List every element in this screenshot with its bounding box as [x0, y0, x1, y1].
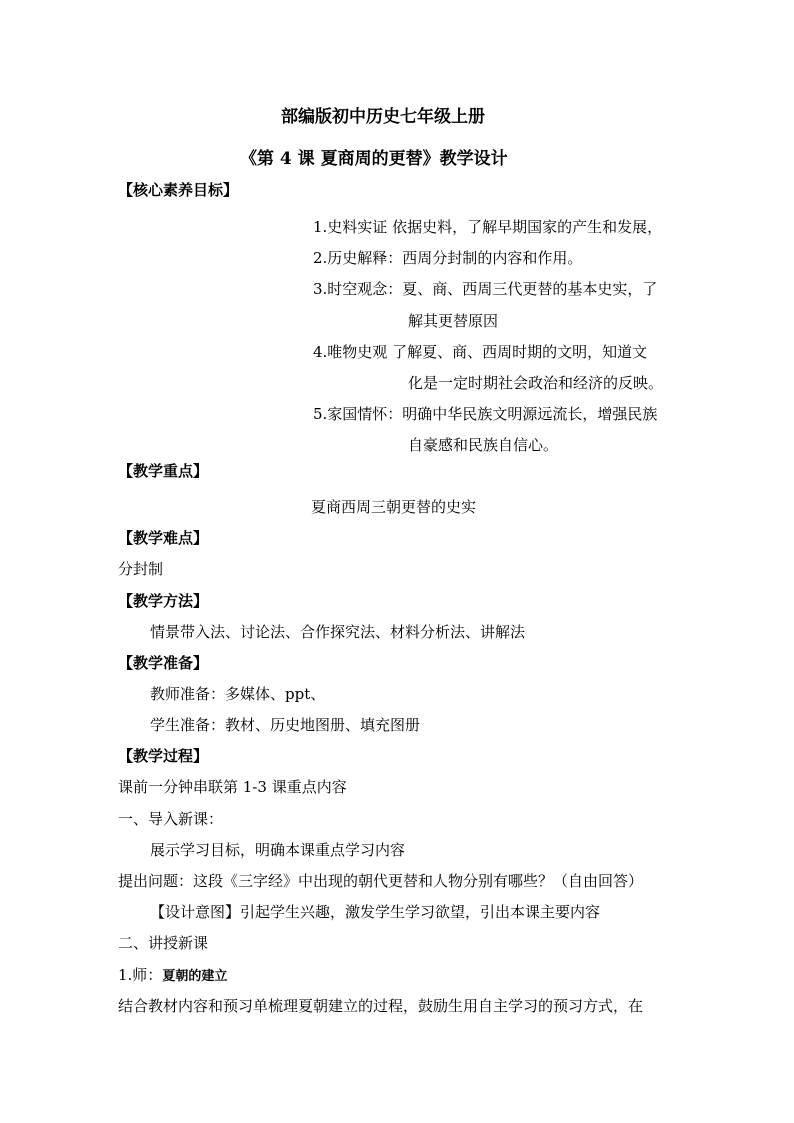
- core-item-3-cont: 解其更替原因: [408, 312, 499, 330]
- difficulties-text: 分封制: [118, 560, 164, 578]
- process-line-8: 结合教材内容和预习单梳理夏朝建立的过程，鼓励生用自主学习的预习方式，在: [118, 997, 644, 1015]
- core-item-5-cont: 自豪感和民族自信心。: [408, 436, 559, 454]
- heading-methods: 【教学方法】: [118, 592, 209, 610]
- core-item-1: 1.史料实证 依据史料，了解早期国家的产生和发展，: [313, 218, 663, 236]
- core-item-3: 3.时空观念：夏、商、西周三代更替的基本史实，了: [313, 280, 658, 298]
- prep-student: 学生准备：教材、历史地图册、填充图册: [150, 716, 421, 734]
- core-item-4: 4.唯物史观 了解夏、商、西周时期的文明，知道文: [313, 343, 648, 361]
- process-line-6: 二、讲授新课: [118, 934, 209, 952]
- prep-teacher: 教师准备：多媒体、ppt、: [150, 685, 326, 703]
- heading-process: 【教学过程】: [118, 747, 209, 765]
- process-teacher-label: 1.师：: [118, 966, 163, 984]
- methods-text: 情景带入法、讨论法、合作探究法、材料分析法、讲解法: [150, 623, 526, 641]
- doc-title-main: 部编版初中历史七年级上册: [281, 107, 485, 127]
- core-item-5: 5.家国情怀：明确中华民族文明源远流长，增强民族: [313, 405, 658, 423]
- process-line-5: 【设计意图】引起学生兴趣，激发学生学习欲望，引出本课主要内容: [150, 903, 601, 921]
- process-line-4: 提出问题：这段《三字经》中出现的朝代更替和人物分别有哪些？（自由回答）: [118, 872, 644, 890]
- process-line-2: 一、导入新课：: [118, 810, 224, 828]
- process-line-3: 展示学习目标，明确本课重点学习内容: [150, 841, 406, 859]
- core-item-2: 2.历史解释：西周分封制的内容和作用。: [313, 249, 583, 267]
- heading-core-literacy: 【核心素养目标】: [118, 181, 239, 199]
- doc-title-lesson: 《第 4 课 夏商周的更替》教学设计: [240, 149, 508, 169]
- heading-difficulties: 【教学难点】: [118, 529, 209, 547]
- process-topic-xia: 夏朝的建立: [162, 969, 228, 984]
- process-line-1: 课前一分钟串联第 1-3 课重点内容: [118, 778, 347, 796]
- process-line-7: [118, 965, 227, 987]
- core-item-4-cont: 化是一定时期社会政治和经济的反映。: [408, 374, 664, 392]
- key-points-text: 夏商西周三朝更替的史实: [311, 498, 477, 516]
- heading-preparation: 【教学准备】: [118, 654, 209, 672]
- heading-key-points: 【教学重点】: [118, 462, 209, 480]
